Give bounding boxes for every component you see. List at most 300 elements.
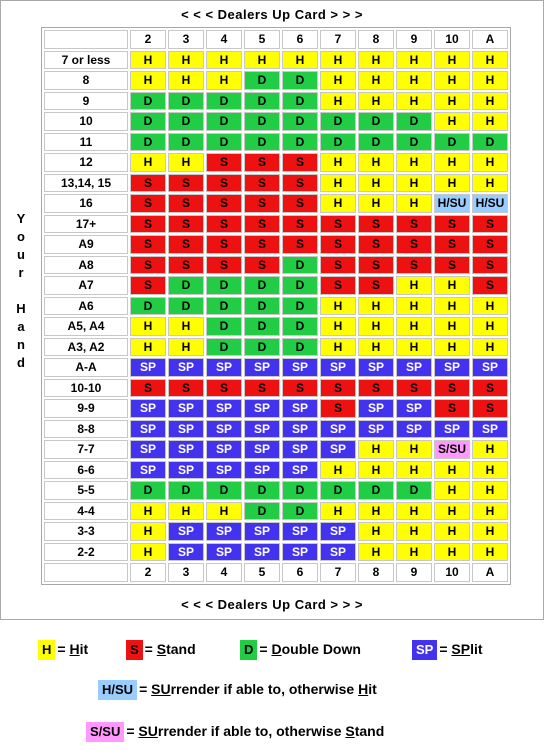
- strategy-cell: H: [320, 174, 356, 193]
- table-row: [44, 174, 508, 193]
- strategy-cell: D: [168, 92, 204, 111]
- dealer-card-header: 7: [320, 30, 356, 49]
- player-hand-label: 12: [44, 153, 128, 172]
- strategy-cell: S: [244, 174, 280, 193]
- strategy-cell: D: [396, 133, 432, 152]
- strategy-cell: S: [282, 194, 318, 213]
- dealer-card-header: A: [472, 563, 508, 582]
- player-hand-label: 6-6: [44, 461, 128, 480]
- strategy-cell: D: [282, 481, 318, 500]
- strategy-cell: D: [320, 481, 356, 500]
- player-hand-label: 7-7: [44, 440, 128, 459]
- strategy-cell: S: [168, 235, 204, 254]
- dealer-card-header: 3: [168, 30, 204, 49]
- strategy-cell: H: [472, 440, 508, 459]
- player-hand-label: A3, A2: [44, 338, 128, 357]
- strategy-cell: H: [168, 502, 204, 521]
- strategy-cell: H: [434, 71, 470, 90]
- strategy-cell: S: [168, 215, 204, 234]
- strategy-cell: H: [434, 153, 470, 172]
- strategy-cell: SP: [168, 543, 204, 562]
- strategy-cell: D: [282, 256, 318, 275]
- strategy-cell: H: [358, 461, 394, 480]
- strategy-cell: SP: [168, 420, 204, 439]
- strategy-cell: S: [206, 379, 242, 398]
- strategy-cell: H: [358, 153, 394, 172]
- strategy-cell: SP: [472, 420, 508, 439]
- strategy-cell: H: [358, 522, 394, 541]
- strategy-cell: D: [206, 481, 242, 500]
- strategy-cell: SP: [358, 420, 394, 439]
- strategy-cell: SP: [244, 399, 280, 418]
- corner-cell: [44, 30, 128, 49]
- strategy-cell: S: [244, 215, 280, 234]
- strategy-cell: D: [244, 71, 280, 90]
- dealer-card-header: 3: [168, 563, 204, 582]
- strategy-cell: SP: [244, 461, 280, 480]
- legend-stand-swatch: S: [126, 640, 143, 660]
- strategy-cell: S: [206, 235, 242, 254]
- strategy-cell: H: [130, 502, 166, 521]
- dealer-header-row-top: [44, 30, 508, 49]
- your-hand-letter: r: [18, 265, 24, 280]
- your-hand-letter: Y: [16, 211, 26, 226]
- strategy-cell: D: [206, 297, 242, 316]
- strategy-cell: D: [358, 112, 394, 131]
- strategy-cell: S: [168, 174, 204, 193]
- strategy-cell: D: [130, 133, 166, 152]
- strategy-cell: S: [244, 256, 280, 275]
- strategy-cell: H: [320, 461, 356, 480]
- player-hand-label: 10-10: [44, 379, 128, 398]
- strategy-cell: SP: [244, 522, 280, 541]
- strategy-cell: D: [320, 133, 356, 152]
- player-hand-label: 9-9: [44, 399, 128, 418]
- player-hand-label: 9: [44, 92, 128, 111]
- strategy-cell: H: [206, 71, 242, 90]
- table-row: [44, 92, 508, 111]
- legend-double-swatch: D: [240, 640, 257, 660]
- dealer-card-header: 4: [206, 563, 242, 582]
- strategy-cell: S: [434, 379, 470, 398]
- player-hand-label: A5, A4: [44, 317, 128, 336]
- strategy-cell: S/SU: [434, 440, 470, 459]
- strategy-cell: H: [358, 297, 394, 316]
- strategy-cell: S: [168, 379, 204, 398]
- strategy-cell: D: [168, 481, 204, 500]
- strategy-cell: H: [472, 502, 508, 521]
- strategy-cell: H: [396, 276, 432, 295]
- strategy-cell: S: [396, 215, 432, 234]
- strategy-cell: D: [130, 297, 166, 316]
- strategy-cell: S: [244, 194, 280, 213]
- strategy-cell: H: [358, 194, 394, 213]
- strategy-cell: H: [358, 174, 394, 193]
- strategy-cell: S: [130, 194, 166, 213]
- strategy-cell: H: [472, 297, 508, 316]
- strategy-cell: SP: [244, 420, 280, 439]
- strategy-cell: H: [396, 153, 432, 172]
- dealer-card-header: 6: [282, 30, 318, 49]
- table-row: [44, 276, 508, 295]
- strategy-cell: H: [244, 51, 280, 70]
- strategy-cell: SP: [244, 543, 280, 562]
- strategy-cell: SP: [206, 440, 242, 459]
- strategy-cell: S: [358, 235, 394, 254]
- strategy-cell: D: [130, 112, 166, 131]
- strategy-cell: D: [244, 502, 280, 521]
- table-row: [44, 317, 508, 336]
- strategy-cell: H: [396, 543, 432, 562]
- dealer-card-header: 2: [130, 563, 166, 582]
- strategy-cell: S: [396, 256, 432, 275]
- strategy-cell: S: [130, 256, 166, 275]
- player-hand-label: A6: [44, 297, 128, 316]
- strategy-cell: S: [472, 379, 508, 398]
- strategy-cell: H/SU: [434, 194, 470, 213]
- strategy-cell: S: [434, 235, 470, 254]
- strategy-cell: H: [358, 317, 394, 336]
- player-hand-label: A7: [44, 276, 128, 295]
- strategy-cell: S: [396, 379, 432, 398]
- table-row: [44, 461, 508, 480]
- strategy-cell: D: [206, 133, 242, 152]
- dealer-header-row-bottom: [44, 563, 508, 582]
- strategy-cell: SP: [130, 420, 166, 439]
- strategy-cell: D: [244, 481, 280, 500]
- strategy-cell: H: [434, 276, 470, 295]
- player-hand-label: 11: [44, 133, 128, 152]
- strategy-cell: S: [130, 379, 166, 398]
- strategy-cell: D: [282, 112, 318, 131]
- strategy-cell: H: [320, 194, 356, 213]
- strategy-cell: H: [358, 502, 394, 521]
- strategy-cell: D: [244, 338, 280, 357]
- strategy-cell: SP: [168, 522, 204, 541]
- strategy-cell: SP: [396, 358, 432, 377]
- table-row: [44, 215, 508, 234]
- strategy-cell: S: [168, 194, 204, 213]
- strategy-cell: H: [434, 317, 470, 336]
- strategy-cell: H: [358, 543, 394, 562]
- strategy-cell: SP: [320, 440, 356, 459]
- strategy-cell: S: [130, 276, 166, 295]
- strategy-cell: D: [244, 276, 280, 295]
- strategy-cell: H: [396, 71, 432, 90]
- dealer-card-header: 6: [282, 563, 318, 582]
- strategy-cell: S: [130, 174, 166, 193]
- table-row: [44, 71, 508, 90]
- legend-hsu-swatch: H/SU: [98, 680, 137, 700]
- table-row: [44, 235, 508, 254]
- strategy-cell: SP: [320, 420, 356, 439]
- strategy-cell: H: [168, 153, 204, 172]
- strategy-cell: H: [434, 543, 470, 562]
- strategy-cell: H: [434, 92, 470, 111]
- your-hand-letter: n: [17, 337, 25, 352]
- strategy-cell: SP: [320, 358, 356, 377]
- strategy-cell: H: [130, 543, 166, 562]
- strategy-cell: H: [130, 338, 166, 357]
- strategy-cell: H: [130, 71, 166, 90]
- corner-cell: [44, 563, 128, 582]
- strategy-cell: D: [206, 92, 242, 111]
- strategy-cell: H: [358, 338, 394, 357]
- strategy-cell: SP: [282, 522, 318, 541]
- legend-stand-surrender: S/SU = SUrrender if able to, otherwise Stand: [86, 720, 384, 742]
- strategy-cell: SP: [206, 399, 242, 418]
- table-row: [44, 112, 508, 131]
- strategy-cell: H: [434, 502, 470, 521]
- strategy-cell: D: [282, 502, 318, 521]
- strategy-cell: H: [320, 51, 356, 70]
- legend-hit-swatch: H: [38, 640, 55, 660]
- table-row: [44, 420, 508, 439]
- strategy-cell: H: [130, 317, 166, 336]
- strategy-cell: SP: [130, 440, 166, 459]
- strategy-cell: D: [206, 338, 242, 357]
- legend-stand: S = Stand: [126, 638, 196, 660]
- strategy-cell: S: [472, 399, 508, 418]
- strategy-cell: S: [206, 153, 242, 172]
- strategy-cell: H: [320, 297, 356, 316]
- player-hand-label: 5-5: [44, 481, 128, 500]
- strategy-cell: H: [434, 297, 470, 316]
- strategy-cell: D: [282, 133, 318, 152]
- dealer-card-header: A: [472, 30, 508, 49]
- strategy-cell: H: [472, 522, 508, 541]
- strategy-cell: S: [320, 276, 356, 295]
- strategy-cell: D: [244, 317, 280, 336]
- strategy-cell: H: [320, 71, 356, 90]
- strategy-cell: H: [206, 51, 242, 70]
- legend-double-down: D = Double Down: [240, 638, 361, 660]
- strategy-cell: SP: [282, 543, 318, 562]
- strategy-cell: H: [434, 112, 470, 131]
- strategy-cell: S: [358, 215, 394, 234]
- strategy-cell: D: [358, 133, 394, 152]
- legend-hit-surrender: H/SU = SUrrender if able to, otherwise Hit: [98, 678, 377, 700]
- legend-ssu-swatch: S/SU: [86, 722, 124, 742]
- strategy-cell: H: [396, 502, 432, 521]
- strategy-cell: H: [168, 51, 204, 70]
- strategy-cell: H: [130, 522, 166, 541]
- strategy-cell: H: [320, 92, 356, 111]
- strategy-cell: H: [358, 71, 394, 90]
- strategy-cell: H: [358, 92, 394, 111]
- strategy-cell: S: [472, 235, 508, 254]
- strategy-cell: S: [282, 215, 318, 234]
- table-row: [44, 440, 508, 459]
- strategy-cell: D: [206, 317, 242, 336]
- strategy-cell: SP: [282, 358, 318, 377]
- strategy-cell: S: [244, 235, 280, 254]
- dealer-card-header: 4: [206, 30, 242, 49]
- strategy-cell: SP: [434, 420, 470, 439]
- your-hand-letter: a: [17, 319, 25, 334]
- strategy-cell: H: [396, 338, 432, 357]
- strategy-cell: D: [206, 112, 242, 131]
- dealer-card-header: 7: [320, 563, 356, 582]
- strategy-cell: H: [358, 440, 394, 459]
- your-hand-letter: o: [17, 229, 25, 244]
- strategy-cell: H/SU: [472, 194, 508, 213]
- strategy-chart: [41, 27, 511, 585]
- strategy-cell: H: [396, 194, 432, 213]
- strategy-cell: S: [282, 153, 318, 172]
- strategy-cell: S: [320, 256, 356, 275]
- table-row: [44, 481, 508, 500]
- strategy-cell: S: [358, 276, 394, 295]
- strategy-cell: D: [206, 276, 242, 295]
- strategy-cell: H: [472, 92, 508, 111]
- strategy-cell: S: [206, 256, 242, 275]
- strategy-cell: SP: [206, 461, 242, 480]
- strategy-cell: SP: [130, 358, 166, 377]
- strategy-cell: S: [472, 256, 508, 275]
- dealer-card-header: 5: [244, 30, 280, 49]
- strategy-cell: H: [434, 174, 470, 193]
- table-row: [44, 338, 508, 357]
- strategy-cell: D: [168, 133, 204, 152]
- strategy-cell: D: [282, 92, 318, 111]
- legend-split-swatch: SP: [412, 640, 437, 660]
- player-hand-label: 10: [44, 112, 128, 131]
- strategy-cell: D: [168, 276, 204, 295]
- strategy-cell: H: [320, 153, 356, 172]
- your-hand-letter: [8, 282, 34, 300]
- strategy-cell: H: [472, 51, 508, 70]
- your-hand-label: [8, 210, 34, 372]
- table-row: [44, 399, 508, 418]
- strategy-cell: H: [168, 71, 204, 90]
- your-hand-letter: d: [17, 355, 25, 370]
- strategy-cell: D: [282, 338, 318, 357]
- strategy-cell: H: [472, 71, 508, 90]
- strategy-cell: H: [168, 317, 204, 336]
- player-hand-label: 7 or less: [44, 51, 128, 70]
- strategy-cell: D: [282, 317, 318, 336]
- player-hand-label: 8: [44, 71, 128, 90]
- strategy-cell: H: [472, 153, 508, 172]
- player-hand-label: 17+: [44, 215, 128, 234]
- strategy-cell: S: [282, 235, 318, 254]
- strategy-cell: H: [282, 51, 318, 70]
- strategy-cell: S: [244, 379, 280, 398]
- dealer-card-header: 8: [358, 30, 394, 49]
- strategy-cell: D: [244, 133, 280, 152]
- strategy-cell: H: [472, 461, 508, 480]
- player-hand-label: 13,14, 15: [44, 174, 128, 193]
- strategy-cell: H: [434, 522, 470, 541]
- strategy-cell: S: [130, 235, 166, 254]
- strategy-cell: H: [434, 51, 470, 70]
- strategy-cell: H: [472, 112, 508, 131]
- strategy-cell: S: [320, 235, 356, 254]
- dealer-up-card-caption-top: < < < Dealers Up Card > > >: [181, 7, 363, 22]
- strategy-cell: H: [396, 461, 432, 480]
- strategy-cell: H: [472, 543, 508, 562]
- strategy-cell: D: [434, 133, 470, 152]
- strategy-cell: H: [168, 338, 204, 357]
- player-hand-label: A-A: [44, 358, 128, 377]
- strategy-cell: SP: [282, 399, 318, 418]
- strategy-cell: D: [396, 112, 432, 131]
- strategy-cell: SP: [282, 440, 318, 459]
- strategy-cell: SP: [358, 358, 394, 377]
- strategy-cell: D: [282, 276, 318, 295]
- strategy-cell: S: [320, 215, 356, 234]
- player-hand-label: A9: [44, 235, 128, 254]
- strategy-cell: H: [320, 338, 356, 357]
- legend: [0, 628, 546, 750]
- strategy-cell: D: [130, 92, 166, 111]
- dealer-card-header: 10: [434, 563, 470, 582]
- dealer-card-header: 9: [396, 563, 432, 582]
- strategy-cell: SP: [130, 399, 166, 418]
- strategy-cell: SP: [434, 358, 470, 377]
- table-row: [44, 153, 508, 172]
- table-row: [44, 379, 508, 398]
- strategy-cell: D: [396, 481, 432, 500]
- table-row: [44, 51, 508, 70]
- strategy-cell: H: [472, 338, 508, 357]
- strategy-cell: S: [282, 379, 318, 398]
- strategy-cell: SP: [206, 420, 242, 439]
- strategy-cell: S: [320, 379, 356, 398]
- strategy-cell: S: [168, 256, 204, 275]
- strategy-cell: S: [358, 256, 394, 275]
- player-hand-label: 2-2: [44, 543, 128, 562]
- your-hand-letter: H: [16, 301, 26, 316]
- legend-split: SP = SPlit: [412, 638, 483, 660]
- strategy-cell: SP: [206, 522, 242, 541]
- player-hand-label: 3-3: [44, 522, 128, 541]
- strategy-cell: D: [472, 133, 508, 152]
- strategy-cell: SP: [396, 399, 432, 418]
- strategy-cell: S: [130, 215, 166, 234]
- strategy-cell: H: [396, 51, 432, 70]
- strategy-cell: H: [472, 174, 508, 193]
- strategy-cell: H: [396, 440, 432, 459]
- strategy-cell: SP: [282, 461, 318, 480]
- strategy-cell: SP: [244, 358, 280, 377]
- strategy-cell: D: [130, 481, 166, 500]
- strategy-cell: H: [472, 481, 508, 500]
- strategy-cell: H: [396, 317, 432, 336]
- strategy-cell: S: [434, 399, 470, 418]
- strategy-cell: H: [434, 338, 470, 357]
- table-row: [44, 194, 508, 213]
- strategy-cell: SP: [320, 522, 356, 541]
- strategy-cell: S: [472, 215, 508, 234]
- player-hand-label: A8: [44, 256, 128, 275]
- strategy-cell: H: [396, 297, 432, 316]
- strategy-cell: SP: [168, 461, 204, 480]
- dealer-card-header: 8: [358, 563, 394, 582]
- strategy-cell: H: [130, 153, 166, 172]
- strategy-cell: SP: [396, 420, 432, 439]
- strategy-cell: D: [244, 112, 280, 131]
- table-row: [44, 133, 508, 152]
- dealer-up-card-caption-bottom: < < < Dealers Up Card > > >: [181, 597, 363, 612]
- strategy-cell: SP: [282, 420, 318, 439]
- strategy-cell: SP: [358, 399, 394, 418]
- legend-hit: H = Hit: [38, 638, 88, 660]
- table-row: [44, 543, 508, 562]
- strategy-cell: H: [396, 174, 432, 193]
- strategy-cell: D: [282, 297, 318, 316]
